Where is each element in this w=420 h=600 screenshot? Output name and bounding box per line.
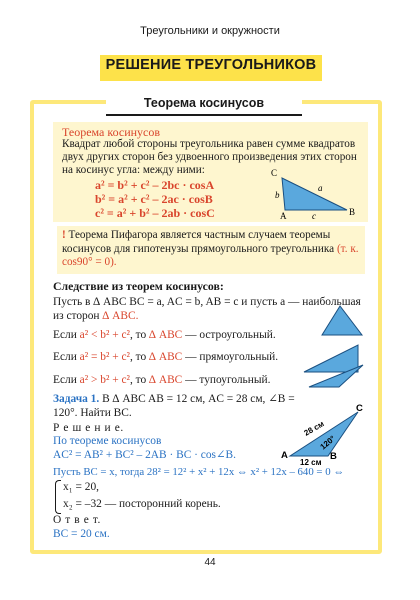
case-right-mid: , то <box>129 351 150 363</box>
side-b-label: b <box>275 190 280 200</box>
task-vertex-a: A <box>281 450 288 461</box>
task-triangle-figure <box>280 400 368 466</box>
section-title: Теорема косинусов <box>106 95 302 116</box>
case-obtuse-pre: Если <box>53 374 80 386</box>
formula-b: b² = a² + c² – 2ac · cosB <box>95 192 213 206</box>
case-right-pre: Если <box>53 351 80 363</box>
acute-triangle-figure <box>318 303 368 339</box>
system-brace <box>55 480 61 514</box>
case-right-result: — прямоугольный. <box>182 351 279 363</box>
solution-label: Р е ш е н и е. <box>53 422 124 434</box>
case-acute-condition: a² < b² + c² <box>79 329 130 341</box>
theorem-title: Теорема косинусов <box>62 125 161 139</box>
answer-value: BC = 20 см. <box>53 528 110 540</box>
case-acute-triangle: ∆ ABC <box>149 329 183 341</box>
case-right <box>53 350 278 364</box>
note-text-main: Теорема Пифагора является частным случаем теоремы косинусов для гипотенузы прямоугольного треугольника <box>62 229 337 255</box>
solution-step-1: По теореме косинусов <box>53 435 162 447</box>
case-obtuse-condition: a² > b² + c² <box>79 374 130 386</box>
root-2: x₂ = –32 — посторонний корень. <box>63 498 221 510</box>
task-angle-b: 120° <box>318 434 337 452</box>
theorem-text: Квадрат любой стороны треугольника равен сумме квадратов двух других сторон без удвоенного произведения этих сторон на косинус угла: между ними: <box>62 138 357 177</box>
case-acute-mid: , то <box>129 329 150 341</box>
corollary-intro-triangle: ∆ ABC. <box>102 310 139 322</box>
case-obtuse-triangle: ∆ ABC <box>149 374 183 386</box>
case-acute-pre: Если <box>53 329 80 341</box>
page-number: 44 <box>204 557 216 568</box>
task-side-ac: 28 см <box>302 419 326 438</box>
task-vertex-c: C <box>356 403 363 414</box>
solution-step-2: AC² = AB² + BC² – 2AB · BC · cos∠B. <box>53 449 236 461</box>
formula-a: a² = b² + c² – 2bc · cosA <box>95 178 215 192</box>
page-title: РЕШЕНИЕ ТРЕУГОЛЬНИКОВ <box>105 57 317 73</box>
note-text-cos: (т. к. cos90° = 0). <box>62 242 359 269</box>
task-vertex-b: B <box>330 451 337 462</box>
case-obtuse-result: — тупоугольный. <box>182 374 271 386</box>
solution-step-3: Пусть BC = x, тогда 28² = 12² + x² + 12x ⇔ x² + 12x – 640 = 0 ⇔ <box>53 466 345 478</box>
case-acute <box>53 328 276 342</box>
root-1: x₁ = 20, <box>63 481 100 493</box>
running-head: Треугольники и окружности <box>140 25 280 37</box>
note-text <box>62 229 362 270</box>
answer-label: О т в е т. <box>53 514 101 526</box>
case-right-triangle: ∆ ABC <box>149 351 183 363</box>
case-obtuse-mid: , то <box>129 374 150 386</box>
case-right-condition: a² = b² + c² <box>79 351 130 363</box>
task-side-ab: 12 см <box>300 458 322 466</box>
case-acute-result: — остроугольный. <box>182 329 276 341</box>
case-obtuse <box>53 373 270 387</box>
task-text: В ∆ ABC AB = 12 см, AC = 28 см, ∠B = 120°. Найти BC. <box>53 393 295 419</box>
corollary-intro-text: Пусть в ∆ ABC BC = a, AC = b, AB = c и пусть a — наибольшая из сторон <box>53 296 361 322</box>
exclamation-icon: ! <box>62 229 66 241</box>
vertex-c-label: C <box>271 168 278 178</box>
corollary-title: Следствие из теорем косинусов: <box>53 279 224 293</box>
theorem-triangle-figure <box>262 165 362 220</box>
formula-c: c² = a² + b² – 2ab · cosC <box>95 206 215 220</box>
vertex-a-label: A <box>280 211 287 220</box>
task-statement <box>53 392 313 420</box>
task-label: Задача 1. <box>53 393 100 405</box>
vertex-b-label: B <box>349 207 356 217</box>
side-a-label: a <box>318 183 323 193</box>
obtuse-triangle-figure <box>305 362 367 390</box>
side-c-label: c <box>312 211 316 220</box>
